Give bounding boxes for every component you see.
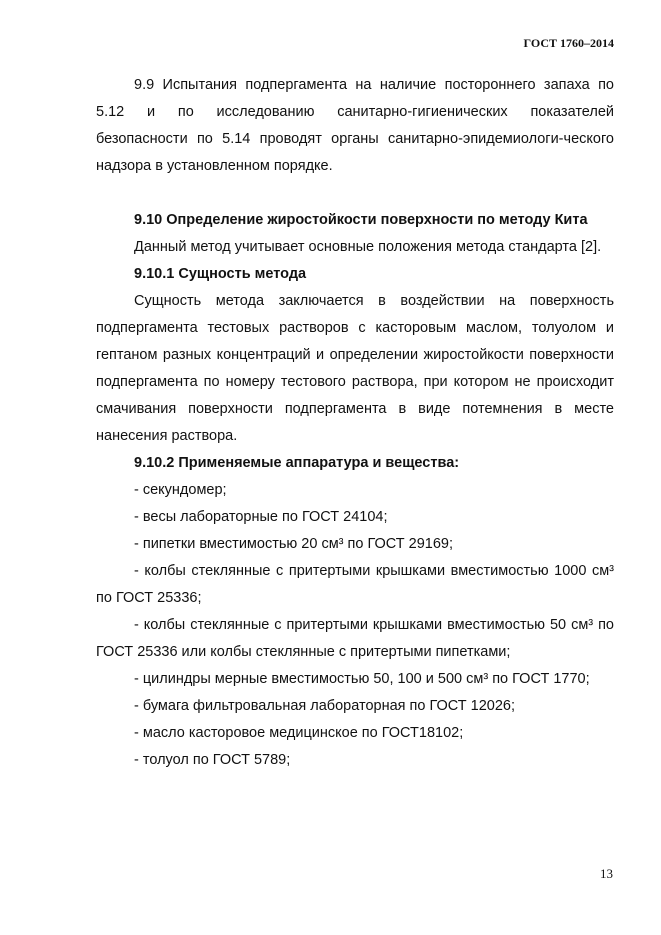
- section-heading-9-10-1: 9.10.1 Сущность метода: [134, 266, 307, 282]
- paragraph-9-9: 9.9 Испытания подпергамента на наличие постороннего запаха по 5.12 и по исследованию санитарно-гигиенических показателей безопасности по 5.14 проводят органы санитарно-эпидемиологи-ческого надзора в установленном порядке.: [96, 77, 614, 174]
- list-item: - колбы стеклянные с притертыми крышками вместимостью 50 см³ по ГОСТ 25336 или колбы стеклянные с притертыми пипетками;: [96, 617, 614, 660]
- paragraph-9-10: Данный метод учитывает основные положения метода стандарта [2].: [134, 239, 602, 255]
- section-heading-9-10-2: 9.10.2 Применяемые аппаратура и вещества:: [134, 455, 460, 471]
- list-item: - весы лабораторные по ГОСТ 24104;: [134, 509, 388, 525]
- list-item: - масло касторовое медицинское по ГОСТ18102;: [134, 725, 464, 741]
- page-number: 13: [600, 866, 613, 881]
- list-item: - толуол по ГОСТ 5789;: [134, 752, 291, 768]
- paragraph-spacer: [96, 180, 614, 207]
- list-item: - бумага фильтровальная лабораторная по ГОСТ 12026;: [134, 698, 516, 714]
- document-body: [96, 72, 614, 774]
- paragraph-9-10-1: Сущность метода заключается в воздействии на поверхность подпергамента тестовых растворов с касторовым маслом, толуолом и гептаном разных концентраций и определении жиростойкости поверхности подпергамента по номеру тестового раствора, при котором не происходит смачивания поверхности подпергамента в виде потемнения в месте нанесения раствора.: [96, 293, 614, 444]
- list-item: - цилиндры мерные вместимостью 50, 100 и 500 см³ по ГОСТ 1770;: [134, 671, 590, 687]
- document-header: ГОСТ 1760–2014: [523, 36, 614, 50]
- list-item: - секундомер;: [134, 482, 227, 498]
- list-item: - колбы стеклянные с притертыми крышками вместимостью 1000 см³ по ГОСТ 25336;: [96, 563, 614, 606]
- section-heading-9-10: 9.10 Определение жиростойкости поверхности по методу Кита: [134, 212, 588, 228]
- list-item: - пипетки вместимостью 20 см³ по ГОСТ 29169;: [134, 536, 454, 552]
